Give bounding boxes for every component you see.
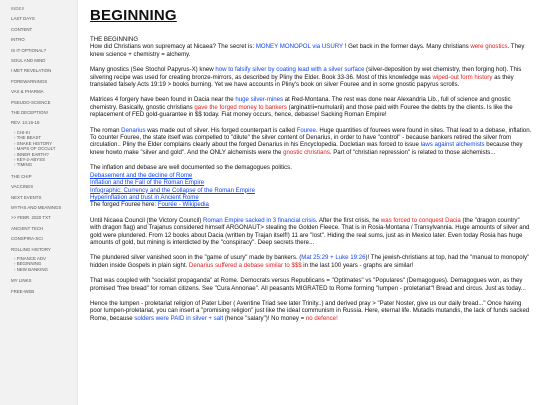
paragraph-inflation (90, 164, 532, 208)
sidebar-item-index[interactable]: INDEX (11, 6, 25, 11)
paragraph-matrices (90, 96, 532, 118)
sidebar-item-febr-2020-txt[interactable]: >> FEBR. 2020 TXT (11, 215, 51, 221)
highlight-blue: MONEY MONOPOL via USURY (255, 43, 343, 51)
highlight-red: wiped-out form history (432, 73, 493, 81)
text: How did Christians won supremacy at Nicaea? The secret is: (90, 43, 256, 51)
sidebar-item-myths-and-meanings[interactable]: MYTHS AND MEANINGS (11, 204, 62, 210)
sidebar-menu-2 (0, 172, 77, 255)
text: . Huge quantities of fourees were found in sites. That lead to a debase, inflation. To counter Fouree, the state itself was compelled to "dilute" the silver content of Denarius, in order to have "control" - because bankers retired the silver from circulation.. Pliny the Elder complains clearly about the forged Denarius in his Encyclopedia. Docletian was forced to issue (90, 126, 532, 149)
highlight-red: was forced to conquest Dacia (380, 216, 461, 224)
link-hyperinflation[interactable]: Hyperinflation and trust in Ancient Rome (90, 193, 199, 201)
highlight-blue: solders were PAID in silver + salt (134, 314, 224, 322)
paragraph-intro (90, 36, 532, 58)
sidebar-subitem-finance-adv[interactable]: › FINANCE ADV (0, 256, 77, 261)
text: Matrices 4 forgery have been found in Dacia near the (90, 96, 236, 104)
sidebar-nav (0, 0, 78, 405)
sidebar-submenu-1 (0, 130, 77, 168)
sidebar-item-my-links[interactable]: MY LINKS (11, 278, 32, 284)
sidebar-menu-3 (0, 276, 77, 297)
sidebar-item-rev-13-16-18[interactable]: REV. 13.16-18 (11, 120, 40, 126)
link-infographic[interactable]: Infographic: Currency and the Collapse of the Roman Empire (90, 186, 255, 194)
text: Hence the lumpen - proletariat religion of Pater Liber ( Aventine Triad see later Trinity..) and derived pray > "Pater Noster, give us our daily bread..." Once having poor lumpen-proletariat, you can insert a "promising religion" just like the ideal communism in Russia. Here, eternal life. Mutadis mutandis, the lack of funds sacked Rome, because (90, 299, 530, 322)
sidebar-item-soul-and-mind[interactable]: SOUL AND MIND (11, 58, 46, 64)
page-title: BEGINNING (90, 7, 177, 24)
sidebar-item-vaccines[interactable]: VACCINES (11, 184, 34, 190)
text: in the last 100 years - graphs are similar! (301, 261, 414, 269)
link-inflation-fall[interactable]: Inflation and the Fall of the Roman Empire (90, 179, 205, 187)
text: was made out of silver. His forged counterpart is called (145, 126, 297, 134)
text: (hence "salary")! No money = (223, 314, 306, 322)
highlight-blue: huge silver-mines (235, 96, 284, 104)
sidebar-subitem-snake-history[interactable]: › SNAKE HISTORY (0, 141, 77, 146)
highlight-red: Denarius suffered a debase similar to $$$ (188, 261, 302, 269)
paragraph-propaganda (90, 277, 532, 292)
sidebar-item-forewarnings[interactable]: FOREWARNINGS (11, 78, 48, 84)
sidebar-item-ancient-tech[interactable]: ANCIENT TECH (11, 225, 44, 231)
text: Many gnostics (See Stochol Papyrus-X) knew (90, 66, 216, 74)
text: . After the first crisis, he (315, 216, 381, 224)
sidebar-item-the-chip[interactable]: THE CHIP (11, 173, 32, 179)
sidebar-item-is-it-optional[interactable]: IS IT OPTIONAL? (11, 47, 47, 53)
sidebar-item-intro[interactable]: INTRO (11, 37, 25, 43)
sidebar-item-conspira-sci[interactable]: CONSPIRA-SCI (11, 236, 43, 242)
sidebar-subitem-timing[interactable]: › TIMING (0, 162, 77, 167)
link-fouree-wikipedia[interactable]: Fourée - Wikipedia (157, 201, 209, 209)
text: The roman (90, 126, 122, 134)
sidebar-item-the-deception[interactable]: THE DECEPTION! (11, 110, 48, 116)
intro-heading: THE BEGINNING (90, 36, 139, 43)
text: The inflation and debase are well documented so the demagogues politics. (90, 164, 292, 172)
highlight-red: no defence! (305, 314, 338, 322)
paragraph-nicaea (90, 217, 532, 247)
text: (arginatrii=numularii) and those paid with Fouree the debts by the clients. Is like the replacement of FED gold-guarantee in $$ today. Fiat money occurs, hence, debasse! Sacking Roman Empire! (90, 103, 513, 119)
text: (silver-deposition by wet chemistry, then forging hot). This silvering recipe was used for creating bronze-mirrors, as described by Pliny the Elder. Book 33-36. Most of this knowledge was (90, 66, 522, 81)
highlight-blue: laws against alchemists (420, 141, 485, 149)
sidebar-subitem-maps-of-occult[interactable]: › MAPS OF OCCULT (0, 146, 77, 151)
sidebar-item-pseudo-science[interactable]: PSEUDO-SCIENCE (11, 99, 51, 105)
highlight-blue: Fouree (296, 126, 316, 134)
text: ! Get back in the former days. Many christians (342, 43, 471, 51)
sidebar-item-content[interactable]: CONTENT (11, 26, 33, 32)
paragraph-lumpen (90, 300, 532, 322)
highlight-red: gnostic christians (283, 148, 330, 156)
sidebar-item-next-events[interactable]: NEXT EVENTS (11, 194, 42, 200)
sidebar-subitem-the-beast[interactable]: › THE BEAST (0, 135, 77, 140)
text: (the "dragon country" with dragon flag) and Trajanus considered himself ARGONAUT> stealing the Golden Fleece. That is in Rosia-Montana / Transylvannia. Huge amounts of silver and gold were plundered. From 12 books about Dacia (written by Trajan itself!) 11 are "lost". Hiding the real sums, just as in Mexico later. Even today Rosia has huge amounts of gold, but mining is interdicted by the "conspiracy". Deep secrets there... (90, 216, 530, 246)
text: because they knew howto make "silver and gold". And the ONLY alchemists were the (90, 141, 523, 156)
sidebar-item-free-web[interactable]: FREE-WEB (11, 288, 35, 294)
sidebar-item-vax-pharma[interactable]: VAX & PHARMA (11, 89, 44, 95)
highlight-red: were gnostics (470, 43, 508, 51)
text: )! The jewish-christians at top, had the "manual to monopoly" hidden inside Gospels in plain sight. (90, 254, 530, 269)
highlight-blue: Denarius (121, 126, 146, 134)
highlight-blue: Roman Empire sacked in 3 financial crisis (203, 216, 316, 224)
paragraph-gnostics (90, 66, 532, 88)
sidebar-item-last-days[interactable]: LAST DAYS (11, 16, 35, 22)
sidebar-subitem-chi-ki[interactable]: › CHI-KI (0, 130, 77, 135)
highlight-blue: Mat 25:29 + Luke 19:26 (301, 254, 366, 262)
sidebar-subitem-beginning[interactable]: › BEGINNING (0, 261, 77, 266)
main-content (90, 7, 532, 330)
sidebar-menu-1 (0, 4, 77, 129)
highlight-blue: how to falsify silver by coating lead with a silver surface (215, 66, 365, 74)
sidebar-submenu-2 (0, 256, 77, 272)
paragraph-denarius (90, 127, 532, 157)
link-debasement[interactable]: Debasement and the decline of Rome (90, 171, 193, 179)
highlight-red: gave the forged money to bankers (194, 103, 287, 111)
sidebar-item-rolling-history[interactable]: ROLLING HISTORY (11, 246, 51, 252)
text: . Part of "christian repression" is related to those alchemists... (329, 148, 496, 156)
text: The forged Fouree here: (90, 201, 158, 209)
paragraph-usury (90, 254, 532, 269)
sidebar-subitem-new-banking[interactable]: › NEW BANKING (0, 267, 77, 272)
text: The plundered silver vanished soon in the "game of usury" made by bankers. ( (90, 254, 302, 262)
sidebar-subitem-key-2-abyss[interactable]: › KEY-2-ABYSS (0, 157, 77, 162)
text: at Red-Montana. The rest was done near Alexandria Lib., full of science and gnostic chemistry. Basically, gnostic christians (90, 96, 511, 111)
text: That was coupled with "socialist propaganda" at Rome. Democrats versus Republicans = "Optimates" vs "Populares" (Demagogues). Demagogues won, as they promised "free bread" for roman citizens. See "Cura Annonae". All peasants MIGRATED to Rome forming "lumpen - proletariat"! Bread and circus. Just as today... (90, 277, 526, 292)
text: . They knew science + chemistry = alchemy. (90, 43, 525, 58)
sidebar-subitem-inner-earth[interactable]: › INNER EARTH? (0, 152, 77, 157)
text: as they translated falsely Acts 19:19 > books burning. Yet we have accounts in Pliny's book on silver Fouree and in some gnostic papyrus scrolls. (90, 73, 514, 89)
sidebar-item-i-met-revelation[interactable]: I MET REVELATION (11, 68, 52, 74)
text: Until Nicaea Council (the Victory Council) (90, 216, 204, 224)
